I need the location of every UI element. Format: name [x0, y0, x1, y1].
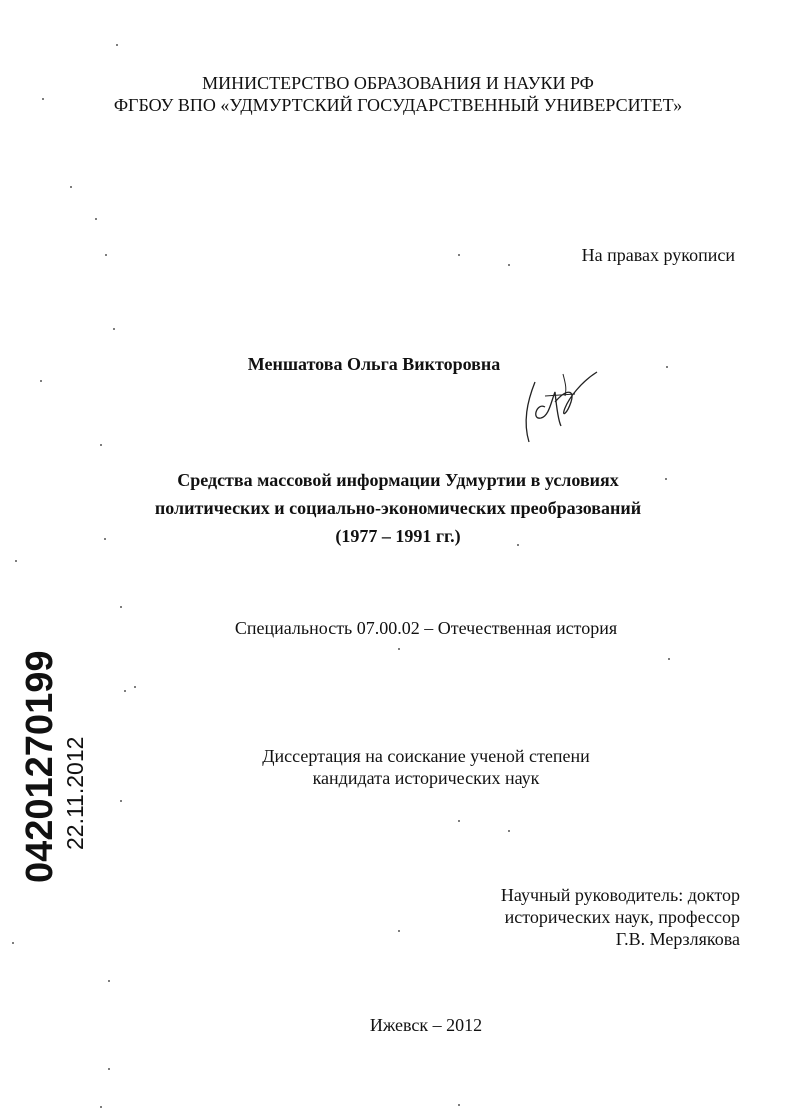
- scan-speck: [70, 186, 72, 188]
- scan-speck: [95, 218, 97, 220]
- scan-speck: [116, 44, 118, 46]
- scan-speck: [666, 366, 668, 368]
- scan-speck: [508, 264, 510, 266]
- supervisor-line-1: Научный руководитель: доктор: [500, 885, 740, 905]
- scan-speck: [508, 830, 510, 832]
- title-line-2: политических и социально-экономических преобразований: [154, 498, 642, 518]
- specialty: Специальность 07.00.02 – Отечественная история: [234, 618, 618, 638]
- scan-speck: [100, 444, 102, 446]
- scan-speck: [12, 942, 14, 944]
- scan-speck: [120, 800, 122, 802]
- scan-speck: [398, 648, 400, 650]
- dissertation-line-1: Диссертация на соискание ученой степени: [262, 746, 590, 766]
- scan-speck: [120, 606, 122, 608]
- scan-speck: [134, 686, 136, 688]
- supervisor-line-3: Г.В. Мерзлякова: [615, 929, 740, 949]
- scan-speck: [665, 478, 667, 480]
- scan-speck: [113, 328, 115, 330]
- registration-number: 04201270199: [19, 650, 61, 883]
- scan-speck: [40, 380, 42, 382]
- supervisor-line-2: исторических наук, профессор: [504, 907, 740, 927]
- title-line-3: (1977 – 1991 гг.): [335, 526, 461, 546]
- signature-icon: [515, 362, 605, 452]
- ministry-heading: МИНИСТЕРСТВО ОБРАЗОВАНИЯ И НАУКИ РФ: [202, 73, 594, 93]
- scan-speck: [517, 544, 519, 546]
- university-heading: ФГБОУ ВПО «УДМУРТСКИЙ ГОСУДАРСТВЕННЫЙ УНИВЕРСИТЕТ»: [113, 95, 683, 115]
- scan-speck: [104, 538, 106, 540]
- author-name: Меншатова Ольга Викторовна: [247, 354, 501, 374]
- scan-speck: [668, 658, 670, 660]
- manuscript-note: На правах рукописи: [581, 245, 735, 265]
- dissertation-line-2: кандидата исторических наук: [312, 768, 540, 788]
- scan-speck: [108, 980, 110, 982]
- registration-date: 22.11.2012: [62, 736, 88, 850]
- scan-speck: [458, 1104, 460, 1106]
- city-year: Ижевск – 2012: [369, 1015, 483, 1035]
- scan-speck: [105, 254, 107, 256]
- title-line-1: Средства массовой информации Удмуртии в условиях: [177, 470, 619, 490]
- scan-speck: [398, 930, 400, 932]
- scan-speck: [458, 820, 460, 822]
- scan-speck: [15, 560, 17, 562]
- scan-speck: [108, 1068, 110, 1070]
- scan-speck: [42, 98, 44, 100]
- scan-speck: [458, 254, 460, 256]
- scan-speck: [100, 1106, 102, 1108]
- scan-speck: [124, 690, 126, 692]
